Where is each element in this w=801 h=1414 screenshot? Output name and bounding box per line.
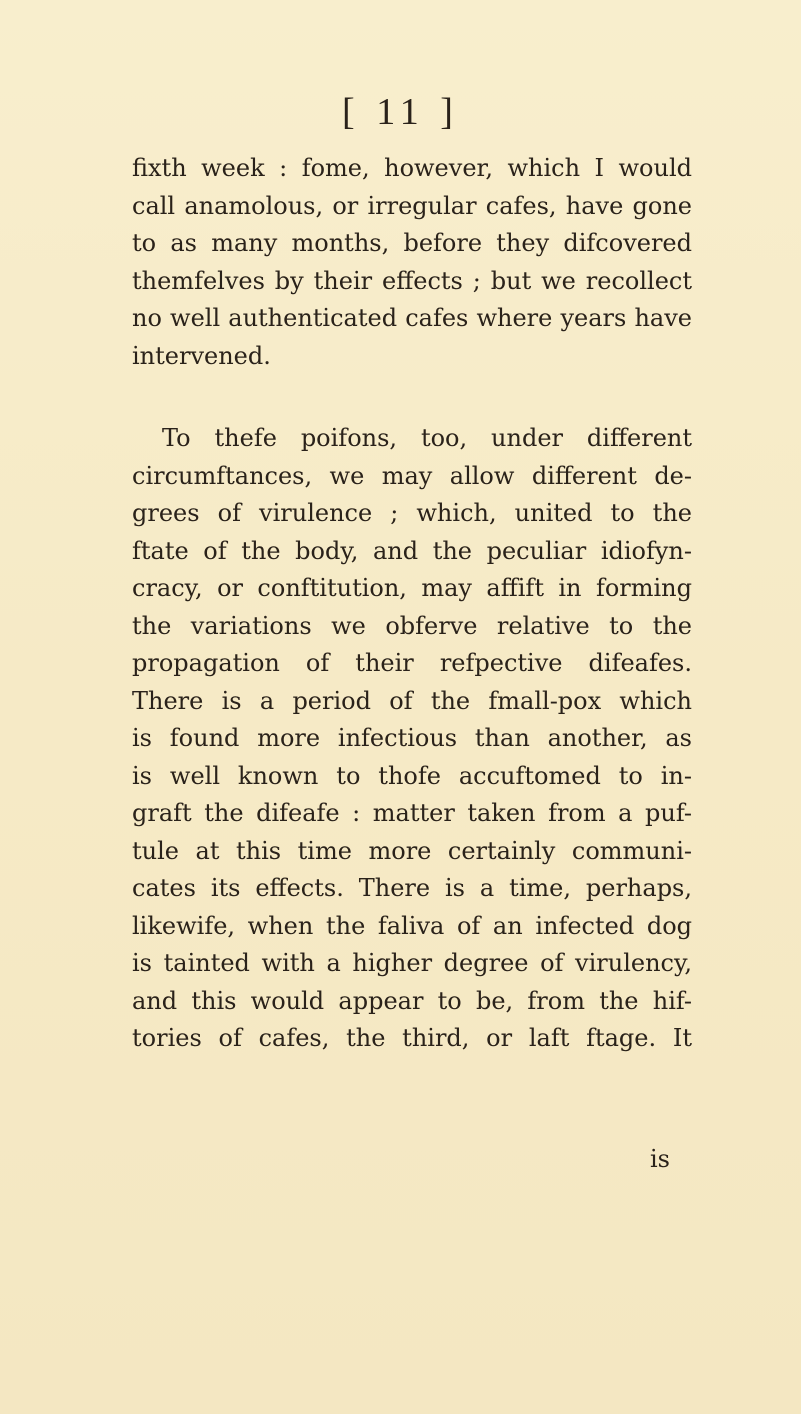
text-line: is well known to thofe accuftomed to in- xyxy=(132,761,692,790)
paragraph-1 xyxy=(132,150,692,375)
text-line: is found more infectious than another, as xyxy=(132,724,692,752)
text-line: the variations we obferve relative to the xyxy=(132,611,692,640)
page-number-header: [ 11 ] xyxy=(342,91,459,133)
text-line: cates its effects. There is a time, perhaps, xyxy=(132,874,692,902)
text-line: intervened. xyxy=(132,341,271,370)
paragraph-gap xyxy=(132,375,692,420)
text-line: cracy, or conftitution, may affift in forming xyxy=(132,574,692,602)
text-line: circumftances, we may allow different de- xyxy=(132,461,692,490)
text-line: call anamolous, or irregular cafes, have gone xyxy=(132,191,692,220)
text-line: to as many months, before they difcovered xyxy=(132,229,692,257)
catchword: is xyxy=(650,1145,670,1173)
body-text xyxy=(132,150,692,1058)
text-line: tories of cafes, the third, or laft ftage. It xyxy=(132,1024,692,1052)
text-line: ftate of the body, and the peculiar idiofyn- xyxy=(132,536,692,565)
text-line: There is a period of the fmall-pox which xyxy=(132,686,692,715)
text-line: fixth week : fome, however, which I would xyxy=(132,154,692,182)
text-line: To thefe poifons, too, under different xyxy=(162,424,692,452)
text-line: propagation of their refpective difeafes. xyxy=(132,649,692,677)
text-line: tule at this time more certainly communi- xyxy=(132,836,692,865)
text-line: is tainted with a higher degree of virulency, xyxy=(132,949,692,977)
text-line: likewife, when the faliva of an infected dog xyxy=(132,911,692,940)
text-line: graft the difeafe : matter taken from a puf- xyxy=(132,799,692,827)
paragraph-2 xyxy=(132,420,692,1058)
text-line: themfelves by their effects ; but we recollect xyxy=(132,266,692,295)
text-line: no well authenticated cafes where years have xyxy=(132,304,692,332)
text-line: and this would appear to be, from the hif- xyxy=(132,986,692,1015)
text-line: grees of virulence ; which, united to the xyxy=(132,499,692,527)
